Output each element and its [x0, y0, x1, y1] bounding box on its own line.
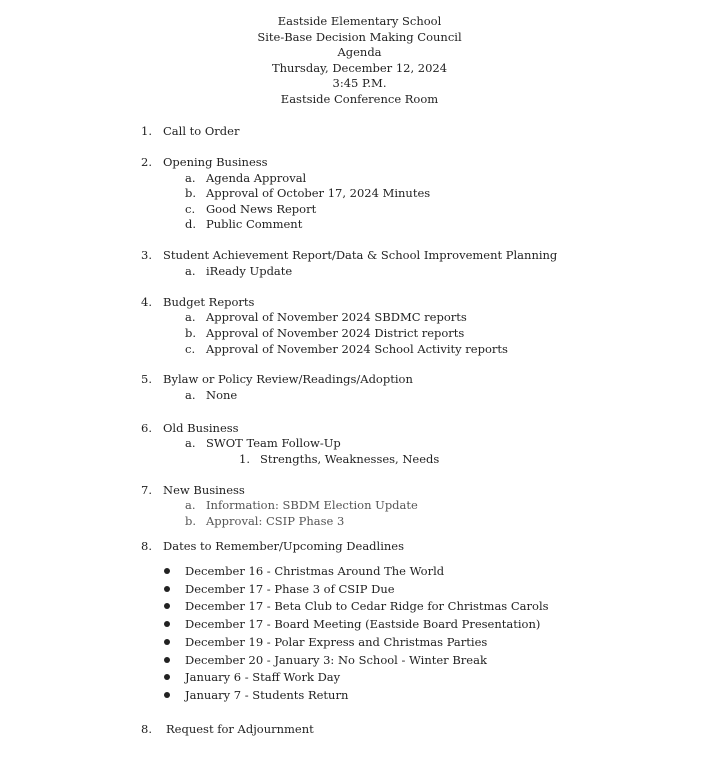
- sub-item-text: Approval of October 17, 2024 Minutes: [206, 186, 431, 200]
- meeting-time: 3:45 P.M.: [332, 76, 387, 91]
- item-number: 4.: [141, 295, 152, 309]
- item-number: 1.: [141, 124, 152, 138]
- item-title-dates-to-remember: Dates to Remember/Upcoming Deadlines: [163, 539, 405, 553]
- sub-item-letter: d.: [185, 217, 197, 231]
- sub-item-letter: a.: [185, 310, 196, 324]
- item-number: 5.: [141, 372, 152, 386]
- sub-item-letter: b.: [185, 326, 197, 340]
- date-entry: December 17 - Board Meeting (Eastside Board Presentation): [185, 617, 541, 631]
- sub-item-text: Public Comment: [206, 217, 303, 231]
- sub-item-text: Approval: CSIP Phase 3: [206, 514, 345, 528]
- sub-item-letter: a.: [185, 388, 196, 402]
- sub-item-text: Approval of November 2024 District reports: [206, 326, 465, 340]
- date-entry: January 7 - Students Return: [185, 688, 349, 702]
- sub-item-text: Information: SBDM Election Update: [206, 498, 418, 512]
- meeting-location: Eastside Conference Room: [280, 91, 439, 106]
- document-type: Agenda: [337, 45, 382, 60]
- sub-sub-item-text: Strengths, Weaknesses, Needs: [260, 452, 440, 466]
- sub-item-text: SWOT Team Follow-Up: [206, 436, 341, 450]
- sub-item-letter: b.: [185, 186, 197, 200]
- bullet-icon: [164, 586, 170, 592]
- sub-item-letter: a.: [185, 498, 196, 512]
- meeting-date: Thursday, December 12, 2024: [271, 60, 448, 75]
- sub-item-letter: b.: [185, 514, 197, 528]
- sub-item-letter: a.: [185, 264, 196, 278]
- date-entry: December 19 - Polar Express and Christmas Parties: [185, 635, 488, 649]
- council-name: Site-Base Decision Making Council: [257, 29, 462, 44]
- sub-sub-item-number: 1.: [239, 452, 250, 466]
- item-number: 3.: [141, 248, 152, 262]
- item-title-bylaw-policy: Bylaw or Policy Review/Readings/Adoption: [163, 372, 413, 386]
- bullet-icon: [164, 692, 170, 698]
- sub-item-text: iReady Update: [206, 264, 293, 278]
- date-entry: December 20 - January 3: No School - Winter Break: [185, 653, 487, 667]
- bullet-icon: [164, 603, 170, 609]
- agenda-header: [0, 14, 719, 108]
- sub-item-text: None: [206, 388, 238, 402]
- item-title-new-business: New Business: [163, 483, 245, 497]
- item-title-call-to-order: Call to Order: [163, 124, 240, 138]
- date-entry: January 6 - Staff Work Day: [185, 670, 341, 684]
- item-number: 2.: [141, 155, 152, 169]
- bullet-icon: [164, 639, 170, 645]
- item-title-student-achievement: Student Achievement Report/Data & School Improvement Planning: [163, 248, 558, 262]
- bullet-icon: [164, 568, 170, 574]
- bullet-icon: [164, 674, 170, 680]
- sub-item-letter: a.: [185, 436, 196, 450]
- sub-item-text: Approval of November 2024 SBDMC reports: [206, 310, 467, 324]
- sub-item-letter: a.: [185, 171, 196, 185]
- date-entry: December 16 - Christmas Around The World: [185, 564, 445, 578]
- item-number: 8.: [141, 539, 152, 553]
- bullet-icon: [164, 621, 170, 627]
- school-name: Eastside Elementary School: [277, 14, 442, 28]
- bullet-icon: [164, 657, 170, 663]
- item-title-old-business: Old Business: [163, 421, 239, 435]
- sub-item-text: Agenda Approval: [206, 171, 307, 185]
- sub-item-letter: c.: [185, 202, 196, 216]
- sub-item-text: Approval of November 2024 School Activity reports: [206, 342, 508, 356]
- item-number: 7.: [141, 483, 152, 497]
- sub-item-letter: c.: [185, 342, 196, 356]
- item-title-budget-reports: Budget Reports: [163, 295, 255, 309]
- sub-item-text: Good News Report: [206, 202, 317, 216]
- item-number: 8.: [141, 722, 152, 736]
- item-number: 6.: [141, 421, 152, 435]
- item-title-opening-business: Opening Business: [163, 155, 268, 169]
- date-entry: December 17 - Phase 3 of CSIP Due: [185, 582, 395, 596]
- item-title-adjournment: Request for Adjournment: [166, 722, 314, 736]
- date-entry: December 17 - Beta Club to Cedar Ridge for Christmas Carols: [185, 599, 549, 613]
